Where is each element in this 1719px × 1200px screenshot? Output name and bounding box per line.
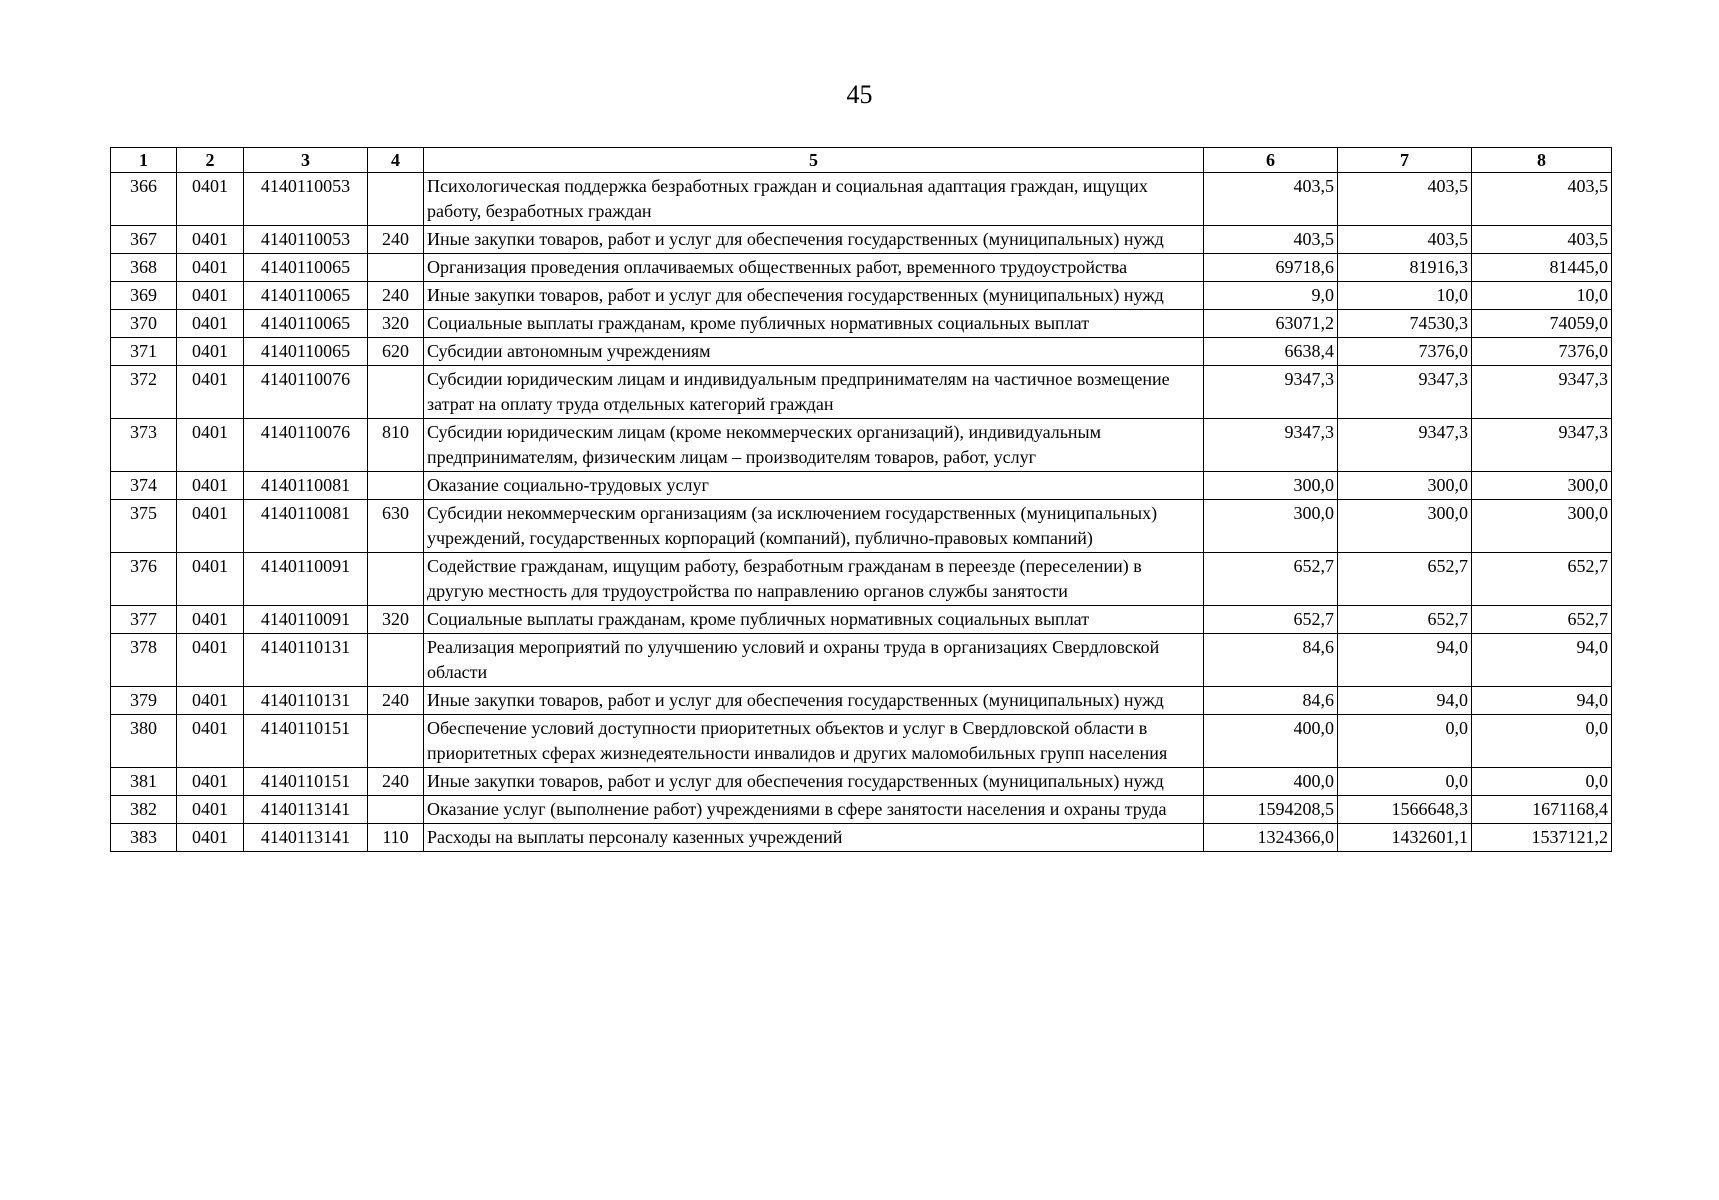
expense-type-code xyxy=(368,472,424,500)
expense-type-code xyxy=(368,796,424,824)
expense-type-code xyxy=(368,366,424,419)
table-row xyxy=(111,500,1612,553)
row-number: 378 xyxy=(111,634,177,687)
value-col-7: 81916,3 xyxy=(1338,254,1472,282)
value-col-6: 1324366,0 xyxy=(1204,824,1338,852)
expense-type-code xyxy=(368,634,424,687)
section-code: 0401 xyxy=(177,338,244,366)
table-row xyxy=(111,338,1612,366)
header-col-3: 3 xyxy=(244,148,368,173)
table-row xyxy=(111,606,1612,634)
table-row xyxy=(111,226,1612,254)
expense-type-code: 240 xyxy=(368,226,424,254)
value-col-8: 94,0 xyxy=(1472,634,1612,687)
description: Субсидии некоммерческим организациям (за исключением государственных (муниципальных) учреждений, государственных корпораций (компаний), публично-правовых компаний) xyxy=(424,500,1204,553)
value-col-6: 1594208,5 xyxy=(1204,796,1338,824)
expense-type-code xyxy=(368,173,424,226)
header-col-1: 1 xyxy=(111,148,177,173)
expense-type-code xyxy=(368,254,424,282)
table-row xyxy=(111,472,1612,500)
value-col-8: 7376,0 xyxy=(1472,338,1612,366)
value-col-8: 10,0 xyxy=(1472,282,1612,310)
table-row xyxy=(111,366,1612,419)
value-col-7: 1432601,1 xyxy=(1338,824,1472,852)
target-code: 4140110065 xyxy=(244,310,368,338)
target-code: 4140110076 xyxy=(244,419,368,472)
section-code: 0401 xyxy=(177,824,244,852)
description: Субсидии юридическим лицам и индивидуальным предпринимателям на частичное возмещение затрат на оплату труда отдельных категорий граждан xyxy=(424,366,1204,419)
value-col-7: 9347,3 xyxy=(1338,419,1472,472)
target-code: 4140113141 xyxy=(244,796,368,824)
value-col-7: 300,0 xyxy=(1338,500,1472,553)
value-col-8: 652,7 xyxy=(1472,553,1612,606)
value-col-8: 0,0 xyxy=(1472,715,1612,768)
target-code: 4140110151 xyxy=(244,715,368,768)
section-code: 0401 xyxy=(177,419,244,472)
section-code: 0401 xyxy=(177,282,244,310)
description: Обеспечение условий доступности приоритетных объектов и услуг в Свердловской области в приоритетных сферах жизнедеятельности инвалидов и других маломобильных групп населения xyxy=(424,715,1204,768)
description: Иные закупки товаров, работ и услуг для обеспечения государственных (муниципальных) нужд xyxy=(424,687,1204,715)
value-col-6: 652,7 xyxy=(1204,606,1338,634)
section-code: 0401 xyxy=(177,254,244,282)
section-code: 0401 xyxy=(177,173,244,226)
target-code: 4140110131 xyxy=(244,634,368,687)
description: Организация проведения оплачиваемых общественных работ, временного трудоустройства xyxy=(424,254,1204,282)
header-col-6: 6 xyxy=(1204,148,1338,173)
value-col-6: 400,0 xyxy=(1204,768,1338,796)
row-number: 372 xyxy=(111,366,177,419)
table-row xyxy=(111,282,1612,310)
target-code: 4140110076 xyxy=(244,366,368,419)
header-col-5: 5 xyxy=(424,148,1204,173)
header-col-8: 8 xyxy=(1472,148,1612,173)
description: Содействие гражданам, ищущим работу, безработным гражданам в переезде (переселении) в другую местность для трудоустройства по направлению органов службы занятости xyxy=(424,553,1204,606)
description: Субсидии автономным учреждениям xyxy=(424,338,1204,366)
table-row xyxy=(111,310,1612,338)
value-col-7: 652,7 xyxy=(1338,553,1472,606)
expense-type-code xyxy=(368,715,424,768)
section-code: 0401 xyxy=(177,366,244,419)
target-code: 4140110053 xyxy=(244,226,368,254)
section-code: 0401 xyxy=(177,310,244,338)
table-row xyxy=(111,715,1612,768)
value-col-8: 403,5 xyxy=(1472,226,1612,254)
table-row xyxy=(111,173,1612,226)
header-col-2: 2 xyxy=(177,148,244,173)
value-col-7: 1566648,3 xyxy=(1338,796,1472,824)
table-row xyxy=(111,553,1612,606)
value-col-7: 300,0 xyxy=(1338,472,1472,500)
value-col-8: 1671168,4 xyxy=(1472,796,1612,824)
target-code: 4140110065 xyxy=(244,338,368,366)
row-number: 367 xyxy=(111,226,177,254)
value-col-7: 94,0 xyxy=(1338,634,1472,687)
value-col-7: 0,0 xyxy=(1338,715,1472,768)
target-code: 4140110091 xyxy=(244,553,368,606)
value-col-8: 74059,0 xyxy=(1472,310,1612,338)
section-code: 0401 xyxy=(177,634,244,687)
description: Реализация мероприятий по улучшению условий и охраны труда в организациях Свердловской области xyxy=(424,634,1204,687)
target-code: 4140110151 xyxy=(244,768,368,796)
target-code: 4140110131 xyxy=(244,687,368,715)
value-col-7: 403,5 xyxy=(1338,226,1472,254)
row-number: 366 xyxy=(111,173,177,226)
expense-type-code: 320 xyxy=(368,606,424,634)
expense-type-code: 240 xyxy=(368,687,424,715)
row-number: 380 xyxy=(111,715,177,768)
table-row xyxy=(111,796,1612,824)
budget-table xyxy=(110,147,1612,852)
row-number: 369 xyxy=(111,282,177,310)
value-col-8: 652,7 xyxy=(1472,606,1612,634)
value-col-8: 94,0 xyxy=(1472,687,1612,715)
row-number: 375 xyxy=(111,500,177,553)
section-code: 0401 xyxy=(177,500,244,553)
row-number: 373 xyxy=(111,419,177,472)
row-number: 383 xyxy=(111,824,177,852)
value-col-6: 300,0 xyxy=(1204,500,1338,553)
expense-type-code: 240 xyxy=(368,768,424,796)
table-row xyxy=(111,824,1612,852)
row-number: 381 xyxy=(111,768,177,796)
value-col-6: 403,5 xyxy=(1204,173,1338,226)
value-col-6: 400,0 xyxy=(1204,715,1338,768)
value-col-6: 84,6 xyxy=(1204,687,1338,715)
table-row xyxy=(111,634,1612,687)
target-code: 4140110081 xyxy=(244,472,368,500)
value-col-7: 0,0 xyxy=(1338,768,1472,796)
header-col-4: 4 xyxy=(368,148,424,173)
section-code: 0401 xyxy=(177,226,244,254)
value-col-8: 9347,3 xyxy=(1472,366,1612,419)
row-number: 377 xyxy=(111,606,177,634)
value-col-8: 403,5 xyxy=(1472,173,1612,226)
section-code: 0401 xyxy=(177,472,244,500)
expense-type-code: 630 xyxy=(368,500,424,553)
row-number: 371 xyxy=(111,338,177,366)
value-col-8: 1537121,2 xyxy=(1472,824,1612,852)
value-col-6: 403,5 xyxy=(1204,226,1338,254)
value-col-7: 94,0 xyxy=(1338,687,1472,715)
table-row xyxy=(111,768,1612,796)
value-col-6: 63071,2 xyxy=(1204,310,1338,338)
expense-type-code xyxy=(368,553,424,606)
expense-type-code: 240 xyxy=(368,282,424,310)
value-col-7: 9347,3 xyxy=(1338,366,1472,419)
description: Оказание социально-трудовых услуг xyxy=(424,472,1204,500)
value-col-8: 9347,3 xyxy=(1472,419,1612,472)
table-row xyxy=(111,419,1612,472)
value-col-6: 652,7 xyxy=(1204,553,1338,606)
description: Иные закупки товаров, работ и услуг для обеспечения государственных (муниципальных) нужд xyxy=(424,768,1204,796)
value-col-6: 84,6 xyxy=(1204,634,1338,687)
description: Социальные выплаты гражданам, кроме публичных нормативных социальных выплат xyxy=(424,606,1204,634)
section-code: 0401 xyxy=(177,687,244,715)
description: Оказание услуг (выполнение работ) учреждениями в сфере занятости населения и охраны труда xyxy=(424,796,1204,824)
value-col-6: 69718,6 xyxy=(1204,254,1338,282)
target-code: 4140110091 xyxy=(244,606,368,634)
value-col-6: 9347,3 xyxy=(1204,419,1338,472)
description: Иные закупки товаров, работ и услуг для обеспечения государственных (муниципальных) нужд xyxy=(424,226,1204,254)
value-col-6: 300,0 xyxy=(1204,472,1338,500)
target-code: 4140113141 xyxy=(244,824,368,852)
section-code: 0401 xyxy=(177,553,244,606)
row-number: 376 xyxy=(111,553,177,606)
target-code: 4140110081 xyxy=(244,500,368,553)
description: Психологическая поддержка безработных граждан и социальная адаптация граждан, ищущих работу, безработных граждан xyxy=(424,173,1204,226)
value-col-6: 6638,4 xyxy=(1204,338,1338,366)
value-col-7: 403,5 xyxy=(1338,173,1472,226)
table-row xyxy=(111,687,1612,715)
expense-type-code: 320 xyxy=(368,310,424,338)
value-col-7: 7376,0 xyxy=(1338,338,1472,366)
value-col-7: 74530,3 xyxy=(1338,310,1472,338)
value-col-6: 9347,3 xyxy=(1204,366,1338,419)
section-code: 0401 xyxy=(177,796,244,824)
table-row xyxy=(111,254,1612,282)
row-number: 374 xyxy=(111,472,177,500)
value-col-8: 300,0 xyxy=(1472,500,1612,553)
description: Социальные выплаты гражданам, кроме публичных нормативных социальных выплат xyxy=(424,310,1204,338)
value-col-7: 652,7 xyxy=(1338,606,1472,634)
value-col-8: 81445,0 xyxy=(1472,254,1612,282)
expense-type-code: 110 xyxy=(368,824,424,852)
row-number: 382 xyxy=(111,796,177,824)
row-number: 370 xyxy=(111,310,177,338)
header-col-7: 7 xyxy=(1338,148,1472,173)
description: Иные закупки товаров, работ и услуг для обеспечения государственных (муниципальных) нужд xyxy=(424,282,1204,310)
section-code: 0401 xyxy=(177,768,244,796)
expense-type-code: 620 xyxy=(368,338,424,366)
table-header-row xyxy=(111,148,1612,173)
page-number: 45 xyxy=(846,80,873,109)
target-code: 4140110065 xyxy=(244,254,368,282)
description: Субсидии юридическим лицам (кроме некоммерческих организаций), индивидуальным предпринимателям, физическим лицам – производителям товаров, работ, услуг xyxy=(424,419,1204,472)
expense-type-code: 810 xyxy=(368,419,424,472)
section-code: 0401 xyxy=(177,606,244,634)
row-number: 368 xyxy=(111,254,177,282)
value-col-8: 0,0 xyxy=(1472,768,1612,796)
description: Расходы на выплаты персоналу казенных учреждений xyxy=(424,824,1204,852)
value-col-8: 300,0 xyxy=(1472,472,1612,500)
target-code: 4140110065 xyxy=(244,282,368,310)
row-number: 379 xyxy=(111,687,177,715)
value-col-6: 9,0 xyxy=(1204,282,1338,310)
target-code: 4140110053 xyxy=(244,173,368,226)
value-col-7: 10,0 xyxy=(1338,282,1472,310)
section-code: 0401 xyxy=(177,715,244,768)
